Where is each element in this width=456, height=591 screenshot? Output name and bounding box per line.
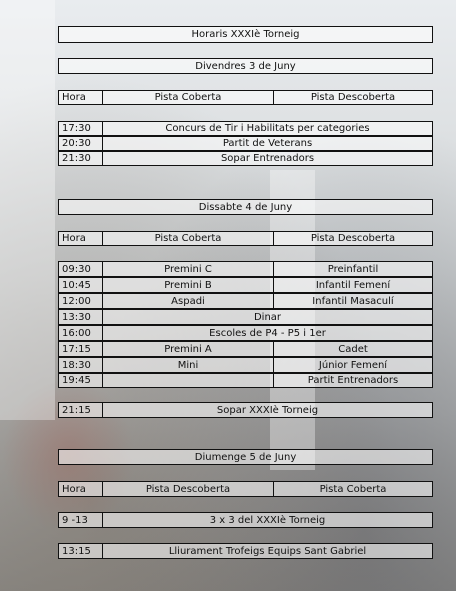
schedule-row (58, 357, 433, 373)
event-cell: 3 x 3 del XXXIè Torneig (102, 513, 432, 527)
page-title-text: Horaris XXXIè Torneig (191, 29, 300, 40)
sunday-day-label: Diumenge 5 de Juny (194, 451, 297, 463)
time-cell: 9 -13 (62, 514, 88, 526)
time-cell: 21:15 (62, 404, 91, 416)
schedule-row (58, 293, 433, 309)
time-cell: 21:30 (62, 153, 91, 164)
event-cell: Infantil Masaculí (273, 294, 432, 308)
col2-header: Pista Descoberta (273, 232, 432, 245)
time-cell: 17:30 (62, 123, 91, 134)
hora-header: Hora (62, 233, 86, 244)
time-cell: 16:00 (62, 327, 91, 339)
schedule-row (58, 341, 433, 357)
col1-header: Pista Descoberta (102, 482, 273, 496)
schedule-row (58, 309, 433, 325)
col2-header: Pista Coberta (273, 482, 432, 496)
time-cell: 17:15 (62, 343, 91, 355)
schedule-row (58, 543, 433, 559)
event-cell: Dinar (102, 310, 432, 324)
schedule-row (58, 402, 433, 418)
event-cell: Aspadi (102, 294, 273, 308)
time-cell: 13:15 (62, 545, 91, 557)
event-cell: Premini B (102, 278, 273, 292)
saturday-column-header (58, 231, 433, 246)
friday-day-label: Divendres 3 de Juny (195, 60, 296, 72)
event-cell: Concurs de Tir i Habilitats per categories (102, 122, 432, 135)
event-cell: Sopar XXXIè Torneig (102, 403, 432, 417)
schedule-row (58, 151, 433, 166)
time-cell: 10:45 (62, 279, 91, 291)
event-cell: Mini (102, 358, 273, 372)
time-cell: 09:30 (62, 263, 91, 275)
time-cell: 18:30 (62, 359, 91, 371)
schedule-row (58, 121, 433, 136)
background-building-left (0, 0, 55, 420)
schedule-row (58, 373, 433, 388)
event-cell: Cadet (273, 342, 432, 356)
col1-header: Pista Coberta (102, 91, 273, 104)
friday-day-header (58, 58, 433, 74)
friday-column-header (58, 90, 433, 105)
time-cell: 13:30 (62, 311, 91, 323)
event-cell (102, 374, 273, 387)
schedule-row (58, 277, 433, 293)
schedule-row (58, 325, 433, 341)
sunday-column-header (58, 481, 433, 497)
col2-header: Pista Descoberta (273, 91, 432, 104)
col1-header: Pista Coberta (102, 232, 273, 245)
event-cell: Premini C (102, 262, 273, 276)
schedule-row (58, 136, 433, 151)
schedule-row (58, 261, 433, 277)
time-cell: 20:30 (62, 138, 91, 149)
event-cell: Preinfantil (273, 262, 432, 276)
saturday-day-label: Dissabte 4 de Juny (198, 201, 293, 213)
event-cell: Sopar Entrenadors (102, 152, 432, 165)
event-cell: Premini A (102, 342, 273, 356)
event-cell: Lliurament Trofeigs Equips Sant Gabriel (102, 544, 432, 558)
hora-header: Hora (62, 483, 86, 495)
event-cell: Júnior Femení (273, 358, 432, 372)
time-cell: 19:45 (62, 375, 91, 386)
saturday-day-header (58, 199, 433, 215)
sunday-day-header (58, 449, 433, 465)
hora-header: Hora (62, 92, 86, 103)
event-cell: Escoles de P4 - P5 i 1er (102, 326, 432, 340)
event-cell: Infantil Femení (273, 278, 432, 292)
schedule-row (58, 512, 433, 528)
time-cell: 12:00 (62, 295, 91, 307)
page-title (58, 26, 433, 43)
event-cell: Partit Entrenadors (273, 374, 432, 387)
event-cell: Partit de Veterans (102, 137, 432, 150)
